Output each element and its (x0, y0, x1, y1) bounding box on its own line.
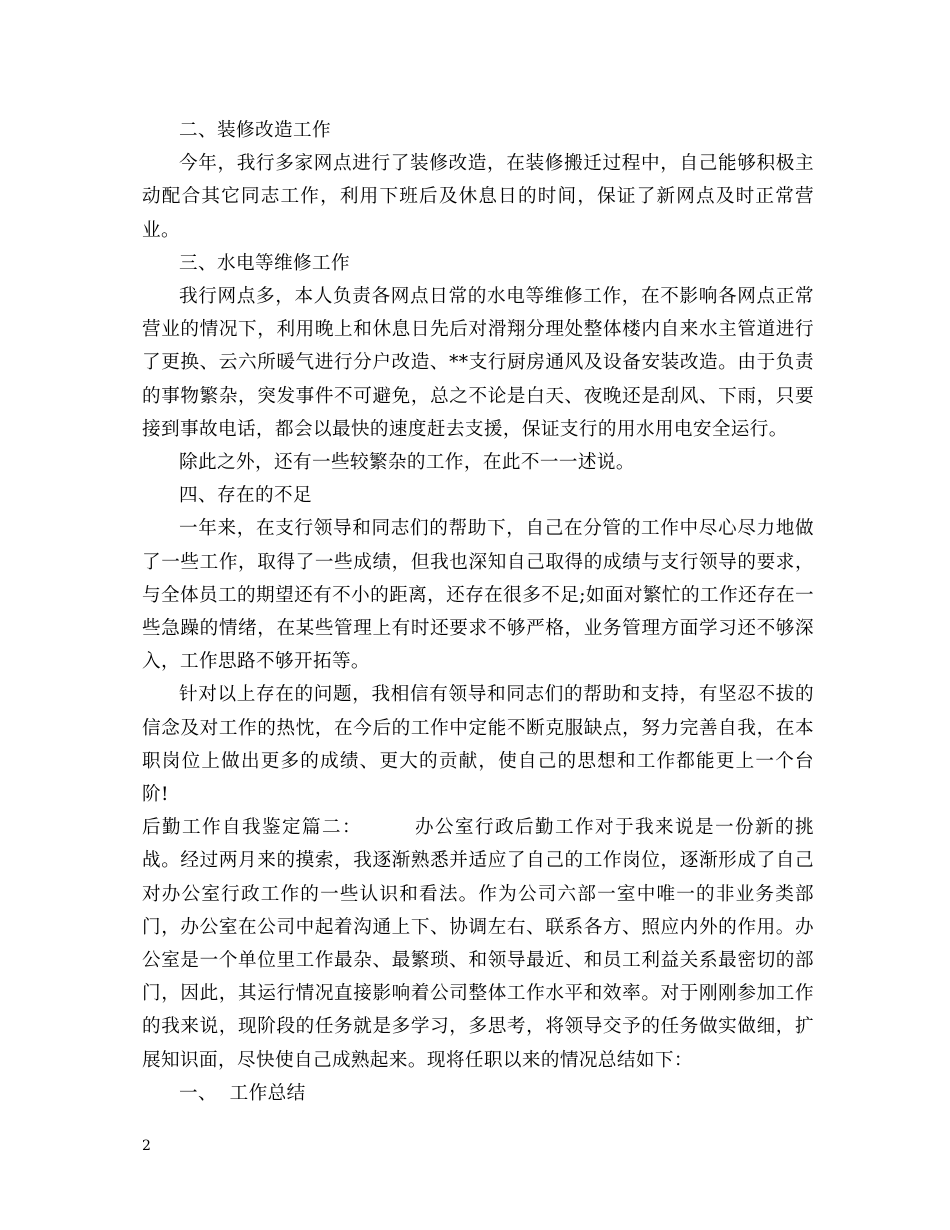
document-body (142, 114, 814, 1110)
paragraph-other-work: 除此之外，还有一些较繁杂的工作，在此不一一述说。 (179, 452, 635, 474)
section-two-title: 后勤工作自我鉴定篇二： (142, 817, 362, 839)
paragraph-section-two (142, 811, 814, 1077)
section-heading-renovation: 二、装修改造工作 (179, 120, 331, 141)
page-number: 2 (142, 1138, 151, 1154)
section-heading-work-summary: 一、 工作总结 (179, 1082, 306, 1104)
section-heading-maintenance: 三、水电等维修工作 (179, 252, 350, 274)
section-heading-shortcomings: 四、存在的不足 (179, 485, 312, 507)
paragraph-maintenance: 我行网点多，本人负责各网点日常的水电等维修工作，在不影响各网点正常营业的情况下，利用晚上和休息日先后对滑翔分理处整体楼内自来水主管道进行了更换、云六所暖气进行分户改造、**支行厨房通风及设备安装改造。由于负责的事物繁杂，突发事件不可避免，总之不论是白天、夜晚还是刮风、下雨，只要接到事故电话，都会以最快的速度赶去支援，保证支行的用水用电安全运行。 (142, 286, 814, 440)
paragraph-renovation: 今年，我行多家网点进行了装修改造，在装修搬迁过程中，自己能够积极主动配合其它同志工作，利用下班后及休息日的时间，保证了新网点及时正常营业。 (142, 153, 814, 241)
paragraph-improvement: 针对以上存在的问题，我相信有领导和同志们的帮助和支持，有坚忍不拔的信念及对工作的热忱，在今后的工作中定能不断克服缺点，努力完善自我，在本职岗位上做出更多的成绩、更大的贡献，使自己的思想和工作都能更上一个台阶! (142, 684, 814, 806)
paragraph-shortcomings: 一年来，在支行领导和同志们的帮助下，自己在分管的工作中尽心尽力地做了一些工作，取得了一些成绩，但我也深知自己取得的成绩与支行领导的要求，与全体员工的期望还有不小的距离，还存在很多不足;如面对繁忙的工作还存在一些急躁的情绪，在某些管理上有时还要求不够严格，业务管理方面学习还不够深入，工作思路不够开拓等。 (142, 518, 814, 673)
section-two-text: 办公室行政后勤工作对于我来说是一份新的挑战。经过两月来的摸索，我逐渐熟悉并适应了自己的工作岗位，逐渐形成了自己对办公室行政工作的一些认识和看法。作为公司六部一室中唯一的非业务类部门，办公室在公司中起着沟通上下、协调左右、联系各方、照应内外的作用。办公室是一个单位里工作最杂、最繁琐、和领导最近、和员工利益关系最密切的部门，因此，其运行情况直接影响着公司整体工作水平和效率。对于刚刚参加工作的我来说，现阶段的任务就是多学习，多思考，将领导交予的任务做实做细，扩展知识面，尽快使自己成熟起来。现将任职以来的情况总结如下： (142, 817, 814, 1071)
